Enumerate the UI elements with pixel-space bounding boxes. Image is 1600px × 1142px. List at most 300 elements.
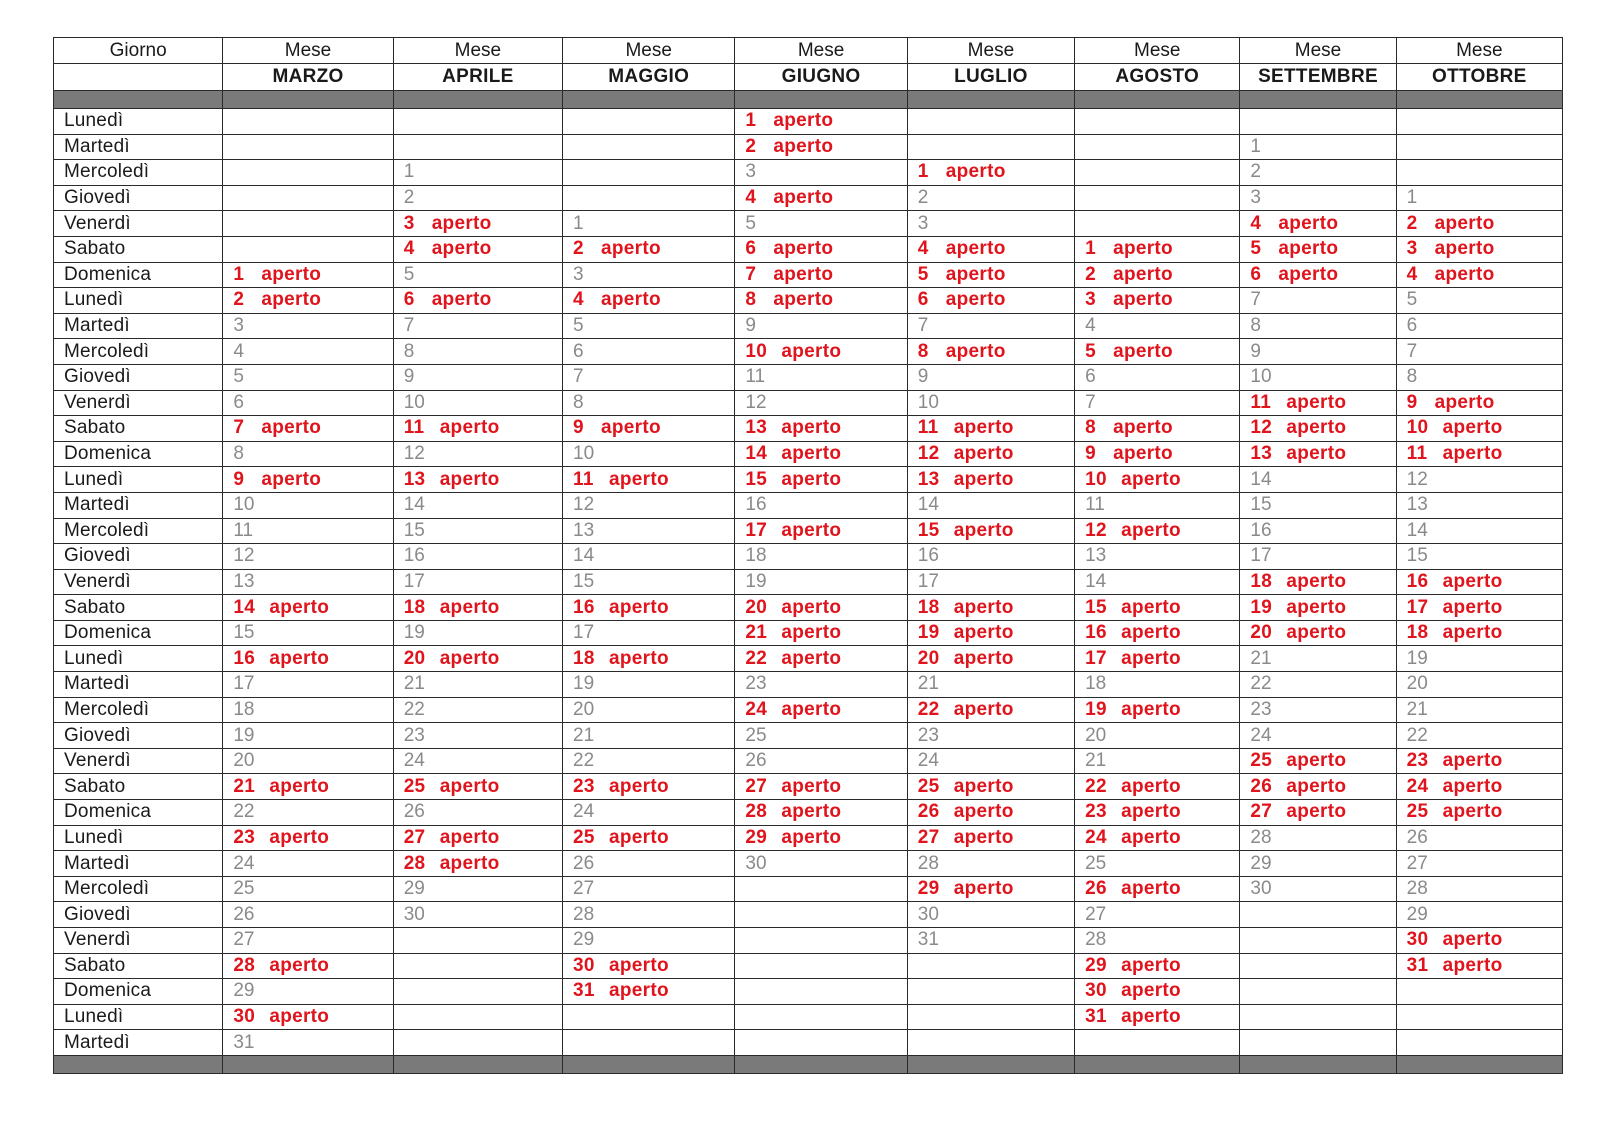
- weekday-label: Lunedì: [54, 467, 223, 493]
- day-cell: 14: [393, 492, 562, 518]
- open-day-cell: [907, 800, 1074, 826]
- open-day-cell: [1396, 800, 1562, 826]
- day-number: 2: [233, 289, 245, 311]
- open-label: aperto: [1434, 212, 1495, 234]
- day-cell: 16: [393, 544, 562, 570]
- day-cell: 14: [1240, 467, 1396, 493]
- empty-cell: [393, 1004, 562, 1030]
- table-row: [54, 416, 1563, 442]
- open-label: aperto: [269, 596, 330, 618]
- empty-cell: [735, 1030, 907, 1056]
- table-row: [54, 288, 1563, 314]
- empty-cell: [1396, 1004, 1562, 1030]
- day-cell: 10: [1240, 364, 1396, 390]
- open-day-cell: [1240, 441, 1396, 467]
- weekday-label: Sabato: [54, 416, 223, 442]
- day-number: 23: [1085, 801, 1107, 823]
- open-day-cell: [1396, 569, 1562, 595]
- open-day-cell: [735, 467, 907, 493]
- empty-cell: [563, 160, 735, 186]
- day-cell: 12: [223, 544, 393, 570]
- open-day-cell: [735, 288, 907, 314]
- open-day-cell: [223, 467, 393, 493]
- open-day-cell: [223, 416, 393, 442]
- open-label: aperto: [609, 647, 669, 669]
- open-label: aperto: [439, 417, 500, 439]
- day-number: 8: [917, 340, 929, 362]
- open-day-cell: [1075, 620, 1240, 646]
- day-number: 18: [917, 596, 940, 618]
- day-number: 23: [233, 826, 256, 848]
- day-cell: 16: [1240, 518, 1396, 544]
- empty-cell: [563, 1004, 735, 1030]
- day-cell: 15: [223, 620, 393, 646]
- empty-cell: [1396, 109, 1562, 135]
- open-label: aperto: [609, 954, 669, 976]
- open-day-cell: [393, 288, 562, 314]
- table-row: [54, 1030, 1563, 1056]
- open-label: aperto: [945, 238, 1006, 260]
- day-number: 1: [745, 110, 757, 132]
- day-number: 22: [917, 698, 940, 720]
- weekday-label: Domenica: [54, 979, 223, 1005]
- day-cell: 21: [1240, 646, 1396, 672]
- day-cell: 15: [393, 518, 562, 544]
- weekday-label: Sabato: [54, 595, 223, 621]
- open-label: aperto: [953, 519, 1014, 541]
- day-cell: 19: [735, 569, 907, 595]
- open-day-cell: [223, 262, 393, 288]
- day-cell: 27: [223, 928, 393, 954]
- day-number: 4: [745, 187, 757, 209]
- day-number: 13: [403, 468, 426, 490]
- day-cell: 24: [1240, 723, 1396, 749]
- table-row: [54, 339, 1563, 365]
- table-row: [54, 211, 1563, 237]
- open-day-cell: [735, 416, 907, 442]
- day-number: 30: [1085, 980, 1107, 1002]
- month-word-header: Mese: [907, 38, 1074, 64]
- open-label: aperto: [601, 238, 661, 260]
- open-label: aperto: [261, 417, 322, 439]
- day-cell: 5: [1396, 288, 1562, 314]
- empty-cell: [1240, 1004, 1396, 1030]
- open-day-cell: [1240, 595, 1396, 621]
- open-day-cell: [1396, 595, 1562, 621]
- day-cell: 13: [223, 569, 393, 595]
- empty-cell: [1240, 1030, 1396, 1056]
- open-day-cell: [1075, 1004, 1240, 1030]
- day-number: 29: [745, 826, 768, 848]
- day-number: 28: [233, 954, 256, 976]
- day-cell: 28: [1396, 876, 1562, 902]
- open-day-cell: [393, 851, 562, 877]
- open-day-cell: [1396, 748, 1562, 774]
- open-day-cell: [1240, 748, 1396, 774]
- day-number: 22: [1085, 775, 1107, 797]
- empty-cell: [1240, 902, 1396, 928]
- open-label: aperto: [945, 161, 1006, 183]
- day-cell: 22: [563, 748, 735, 774]
- open-day-cell: [393, 774, 562, 800]
- day-cell: 8: [563, 390, 735, 416]
- day-number: 31: [1406, 954, 1429, 976]
- day-cell: 13: [1075, 544, 1240, 570]
- day-cell: 21: [1396, 697, 1562, 723]
- open-day-cell: [223, 825, 393, 851]
- day-number: 18: [1406, 622, 1429, 644]
- open-label: aperto: [1121, 596, 1181, 618]
- open-day-cell: [1075, 800, 1240, 826]
- empty-cell: [563, 1030, 735, 1056]
- header-divider-band: [54, 91, 1563, 109]
- weekday-label: Mercoledì: [54, 697, 223, 723]
- open-label: aperto: [781, 801, 842, 823]
- open-label: aperto: [1121, 519, 1181, 541]
- open-label: aperto: [1434, 238, 1495, 260]
- open-label: aperto: [439, 596, 500, 618]
- empty-cell: [735, 928, 907, 954]
- day-number: 1: [1085, 238, 1096, 260]
- open-day-cell: [907, 467, 1074, 493]
- empty-cell: [223, 160, 393, 186]
- month-word-header: Mese: [1075, 38, 1240, 64]
- open-day-cell: [563, 825, 735, 851]
- open-label: aperto: [1286, 801, 1347, 823]
- empty-cell: [1396, 160, 1562, 186]
- day-number: 31: [1085, 1006, 1107, 1028]
- open-day-cell: [735, 774, 907, 800]
- open-day-cell: [1075, 595, 1240, 621]
- day-cell: 21: [907, 672, 1074, 698]
- table-row: [54, 902, 1563, 928]
- month-name-april: APRILE: [393, 64, 562, 91]
- weekday-label: Sabato: [54, 953, 223, 979]
- day-cell: 17: [1240, 544, 1396, 570]
- empty-cell: [223, 185, 393, 211]
- day-number: 15: [1085, 596, 1107, 618]
- day-cell: 14: [907, 492, 1074, 518]
- day-number: 16: [1085, 622, 1107, 644]
- empty-cell: [735, 876, 907, 902]
- open-day-cell: [223, 953, 393, 979]
- month-word-header: Mese: [735, 38, 907, 64]
- open-day-cell: [1396, 953, 1562, 979]
- open-label: aperto: [439, 647, 500, 669]
- open-label: aperto: [945, 263, 1006, 285]
- open-label: aperto: [1286, 443, 1347, 465]
- open-label: aperto: [601, 289, 661, 311]
- weekday-label: Lunedì: [54, 288, 223, 314]
- day-number: 10: [745, 340, 768, 362]
- table-row: [54, 492, 1563, 518]
- open-label: aperto: [1113, 417, 1173, 439]
- day-number: 8: [1085, 417, 1096, 439]
- open-label: aperto: [1278, 212, 1339, 234]
- open-day-cell: [735, 825, 907, 851]
- open-label: aperto: [781, 826, 842, 848]
- day-cell: 22: [393, 697, 562, 723]
- day-number: 28: [745, 801, 768, 823]
- day-cell: 18: [223, 697, 393, 723]
- day-cell: 5: [223, 364, 393, 390]
- day-cell: 7: [1396, 339, 1562, 365]
- open-label: aperto: [439, 852, 500, 874]
- day-number: 27: [1250, 801, 1273, 823]
- table-row: [54, 467, 1563, 493]
- day-cell: 19: [1396, 646, 1562, 672]
- month-name-july: LUGLIO: [907, 64, 1074, 91]
- month-word-header: Mese: [1240, 38, 1396, 64]
- day-number: 20: [745, 596, 768, 618]
- table-row: [54, 185, 1563, 211]
- day-number: 19: [1250, 596, 1273, 618]
- day-number: 27: [403, 826, 426, 848]
- day-cell: 6: [1075, 364, 1240, 390]
- day-cell: 11: [735, 364, 907, 390]
- open-label: aperto: [773, 187, 834, 209]
- day-number: 5: [1250, 238, 1262, 260]
- empty-cell: [563, 185, 735, 211]
- table-row: [54, 544, 1563, 570]
- empty-cell: [1396, 979, 1562, 1005]
- empty-cell: [1240, 928, 1396, 954]
- day-number: 23: [1406, 750, 1429, 772]
- open-day-cell: [223, 646, 393, 672]
- open-label: aperto: [781, 775, 842, 797]
- weekday-label: Giovedì: [54, 902, 223, 928]
- day-number: 5: [1085, 340, 1096, 362]
- day-number: 25: [1406, 801, 1429, 823]
- weekday-label: Giovedì: [54, 723, 223, 749]
- day-cell: 18: [735, 544, 907, 570]
- open-label: aperto: [439, 775, 500, 797]
- day-number: 10: [1085, 468, 1107, 490]
- day-number: 3: [1406, 238, 1418, 260]
- day-number: 11: [1406, 443, 1428, 465]
- day-number: 8: [745, 289, 757, 311]
- month-name-march: MARZO: [223, 64, 393, 91]
- day-number: 30: [1406, 929, 1429, 951]
- day-number: 18: [1250, 570, 1273, 592]
- month-name-august: AGOSTO: [1075, 64, 1240, 91]
- day-cell: 31: [907, 928, 1074, 954]
- table-row: [54, 620, 1563, 646]
- weekday-label: Domenica: [54, 800, 223, 826]
- day-number: 29: [1085, 954, 1107, 976]
- day-number: 4: [573, 289, 584, 311]
- empty-cell: [393, 928, 562, 954]
- day-number: 7: [233, 417, 245, 439]
- open-day-cell: [1396, 620, 1562, 646]
- open-day-cell: [735, 339, 907, 365]
- day-cell: 24: [907, 748, 1074, 774]
- weekday-label: Venerdì: [54, 569, 223, 595]
- empty-cell: [393, 953, 562, 979]
- open-label: aperto: [269, 1006, 330, 1028]
- empty-cell: [1075, 109, 1240, 135]
- day-cell: 20: [1075, 723, 1240, 749]
- day-cell: 12: [393, 441, 562, 467]
- table-row: [54, 569, 1563, 595]
- open-label: aperto: [1113, 340, 1173, 362]
- weekday-label: Giovedì: [54, 364, 223, 390]
- open-label: aperto: [1113, 443, 1173, 465]
- day-number: 17: [745, 519, 768, 541]
- open-label: aperto: [261, 263, 322, 285]
- day-cell: 10: [393, 390, 562, 416]
- open-label: aperto: [1286, 750, 1347, 772]
- footer-band: [54, 1055, 1563, 1073]
- table-row: [54, 774, 1563, 800]
- day-cell: 17: [393, 569, 562, 595]
- day-cell: 15: [1396, 544, 1562, 570]
- day-cell: 24: [223, 851, 393, 877]
- open-label: aperto: [953, 417, 1014, 439]
- day-cell: 30: [735, 851, 907, 877]
- open-day-cell: [735, 185, 907, 211]
- day-cell: 31: [223, 1030, 393, 1056]
- table-row: [54, 595, 1563, 621]
- day-cell: 3: [735, 160, 907, 186]
- day-number: 20: [917, 647, 940, 669]
- day-number: 13: [917, 468, 940, 490]
- open-label: aperto: [953, 826, 1014, 848]
- empty-cell: [223, 236, 393, 262]
- day-cell: 19: [563, 672, 735, 698]
- day-cell: 27: [563, 876, 735, 902]
- open-day-cell: [1075, 236, 1240, 262]
- table-row: [54, 390, 1563, 416]
- open-day-cell: [735, 236, 907, 262]
- open-label: aperto: [781, 443, 842, 465]
- open-day-cell: [907, 825, 1074, 851]
- open-day-cell: [735, 109, 907, 135]
- empty-cell: [1240, 953, 1396, 979]
- day-number: 3: [1085, 289, 1096, 311]
- day-number: 1: [917, 161, 929, 183]
- open-label: aperto: [781, 468, 842, 490]
- weekday-label: Martedì: [54, 851, 223, 877]
- weekday-label: Mercoledì: [54, 160, 223, 186]
- day-number: 18: [573, 647, 595, 669]
- open-label: aperto: [1442, 622, 1503, 644]
- day-cell: 29: [393, 876, 562, 902]
- day-cell: 6: [563, 339, 735, 365]
- open-day-cell: [563, 595, 735, 621]
- open-day-cell: [735, 595, 907, 621]
- open-label: aperto: [1113, 238, 1173, 260]
- open-day-cell: [1396, 390, 1562, 416]
- open-day-cell: [1240, 569, 1396, 595]
- open-day-cell: [1396, 416, 1562, 442]
- day-number: 5: [917, 263, 929, 285]
- day-cell: 23: [907, 723, 1074, 749]
- day-cell: 5: [393, 262, 562, 288]
- day-number: 17: [1406, 596, 1429, 618]
- day-number: 27: [745, 775, 768, 797]
- open-day-cell: [563, 467, 735, 493]
- day-number: 30: [573, 954, 595, 976]
- open-label: aperto: [1442, 801, 1503, 823]
- table-row: [54, 953, 1563, 979]
- open-day-cell: [735, 800, 907, 826]
- open-label: aperto: [1278, 263, 1339, 285]
- empty-cell: [393, 109, 562, 135]
- open-label: aperto: [269, 826, 330, 848]
- open-day-cell: [907, 595, 1074, 621]
- table-row: [54, 800, 1563, 826]
- day-number: 4: [917, 238, 929, 260]
- weekday-label: Lunedì: [54, 1004, 223, 1030]
- day-number: 19: [1085, 698, 1107, 720]
- day-cell: 6: [1396, 313, 1562, 339]
- day-cell: 1: [1396, 185, 1562, 211]
- empty-cell: [1075, 1030, 1240, 1056]
- day-number: 25: [573, 826, 595, 848]
- open-label: aperto: [953, 468, 1014, 490]
- open-label: aperto: [953, 596, 1014, 618]
- open-day-cell: [393, 825, 562, 851]
- empty-cell: [393, 1030, 562, 1056]
- open-label: aperto: [439, 826, 500, 848]
- open-label: aperto: [1442, 596, 1503, 618]
- day-cell: 29: [563, 928, 735, 954]
- day-number: 30: [233, 1006, 256, 1028]
- day-cell: 17: [907, 569, 1074, 595]
- table-row: [54, 160, 1563, 186]
- day-cell: 26: [735, 748, 907, 774]
- day-number: 15: [745, 468, 768, 490]
- weekday-label: Venerdì: [54, 928, 223, 954]
- day-cell: 25: [1075, 851, 1240, 877]
- open-day-cell: [1075, 953, 1240, 979]
- open-day-cell: [563, 416, 735, 442]
- day-cell: 26: [563, 851, 735, 877]
- day-cell: 23: [1240, 697, 1396, 723]
- empty-cell: [563, 134, 735, 160]
- day-number: 18: [403, 596, 426, 618]
- day-cell: 10: [563, 441, 735, 467]
- empty-cell: [907, 134, 1074, 160]
- open-day-cell: [1075, 441, 1240, 467]
- empty-cell: [223, 109, 393, 135]
- open-label: aperto: [1286, 417, 1347, 439]
- day-cell: 26: [1396, 825, 1562, 851]
- day-cell: 8: [1396, 364, 1562, 390]
- open-label: aperto: [773, 263, 834, 285]
- day-number: 13: [1250, 443, 1273, 465]
- open-day-cell: [393, 646, 562, 672]
- open-label: aperto: [1121, 647, 1181, 669]
- day-cell: 4: [1075, 313, 1240, 339]
- open-label: aperto: [781, 596, 842, 618]
- open-label: aperto: [1434, 263, 1495, 285]
- weekday-label: Lunedì: [54, 646, 223, 672]
- open-label: aperto: [781, 519, 842, 541]
- open-label: aperto: [781, 647, 842, 669]
- day-number: 16: [1406, 570, 1429, 592]
- open-day-cell: [735, 518, 907, 544]
- day-cell: 7: [1075, 390, 1240, 416]
- open-day-cell: [393, 416, 562, 442]
- open-label: aperto: [1442, 443, 1503, 465]
- day-number: 25: [403, 775, 426, 797]
- day-number: 3: [403, 212, 415, 234]
- day-number: 31: [573, 980, 595, 1002]
- day-number: 21: [745, 622, 768, 644]
- day-cell: 6: [223, 390, 393, 416]
